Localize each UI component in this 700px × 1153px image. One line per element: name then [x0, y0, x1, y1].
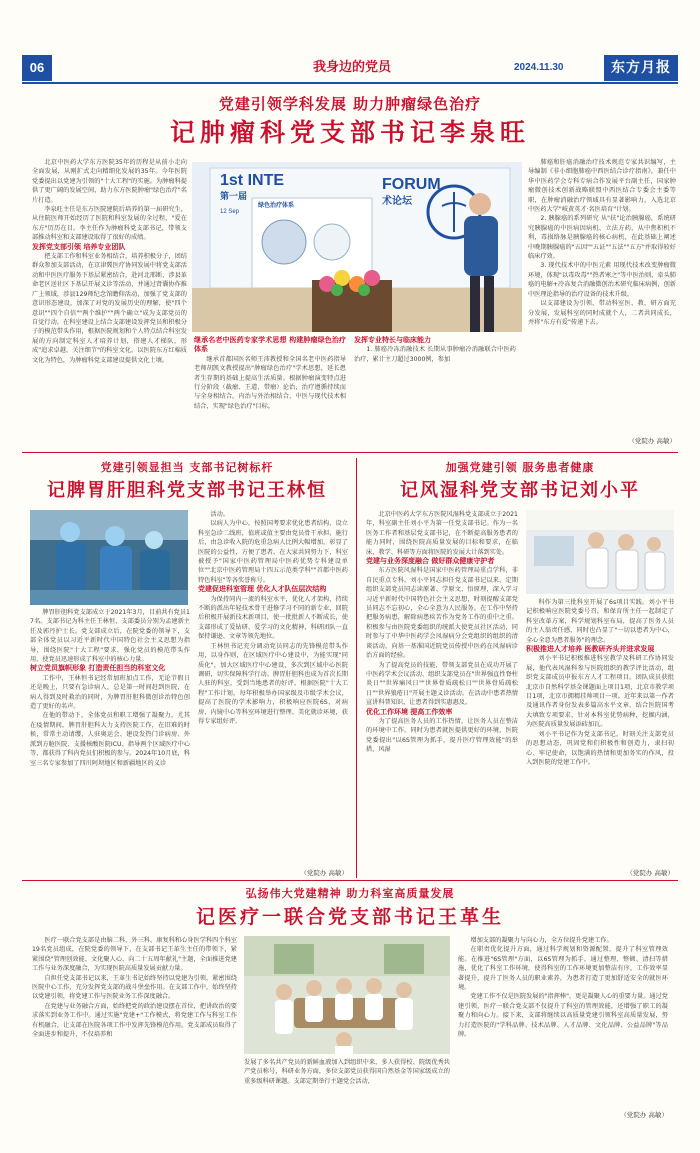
paragraph: 在他的带动下，全体党员和职工增强了凝聚力，尤其在疫情期间，脾胃肝胆科大力支持医院工作，在旧难的时候，常常主动请缨，人驻奥运会、建设发热门诊病房、外派到方舱医院、支援核酸医院ICU、指导两个区域医疗中心等，都获得了科内党员们积极的参与。2024年10月底，科室三名专家参加了四川阿坝地区和新疆地区的义诊	[30, 712, 190, 767]
subheading: 积极推进人才培养 医教研齐头并进求发展	[526, 645, 655, 654]
paragraph: 自担任党支部书记以来，王革生书记始终坚持以党建为引领，紧密围绕医院中心工作，充分发挥党支部的战斗堡垒作用。在支部工作中，始终坚持以党建引领，将党建工作与医院业务工作深度融合。	[32, 974, 237, 1001]
paragraph: 以病人为中心，按照国考要求优化患者结构，设立科室急诊二线班，值班或值主要由党员骨干承担，施行后，由急诊收入院的危重急病人比例大幅增加，彰显了医院的公益性，方便了患者。在大家共同努力下，科室被授予"国家中医药管理局中医药优势专科建设单位""北京中医药管理局十四五示范类学科""首都中医药特色科室"等各奖誉称号。	[198, 520, 348, 584]
story1-column-2	[194, 336, 346, 446]
paragraph: 活动。	[210, 511, 229, 518]
column-title: 我身边的党员	[312, 60, 391, 75]
paragraph: 3. 现代技术中的中医元素 用现代技术改变肿瘤微环境，体现"以毒攻毒""热者寒之"等中医治则，牵头肺癌的电解+冷冻复合消融微创治术研究临床病例，创新中医理论指导的治疗设备的技术升级。	[528, 262, 676, 298]
paragraph: 李泉旺主任是东方医院建院后培养的第一届研究生，从住院医师开始经历了医院和科室发展的全过程，"爱在东方"历历在目。李主任作为肿瘤科党支部书记，带领支部推动科室和支部建设取得了很好的成绩。	[32, 206, 187, 242]
subheading: 树立党员旗帜形象 打造责任担当的科室文化	[30, 664, 166, 673]
paper-name: 东方月报	[604, 55, 678, 81]
paragraph: 工作中，王林恒书记经常加班加点工作，无论节假日还是晚上，只要有急诊病人，总是第一时间赶到医院，在病人得到及时救治的同时，为脾胃肝胆科微创诊治特色创造了更好的名声。	[30, 674, 190, 711]
subheading: 发挥专业特长与临床能力	[354, 336, 431, 344]
banner-date: 12 Sep	[220, 209, 240, 215]
story1-credit: （党院办 高敏）	[628, 437, 676, 445]
story2-column-1	[30, 608, 190, 870]
story4-photo-art	[244, 936, 450, 1054]
story4-headline: 记医疗一联合党支部书记王革生	[195, 906, 504, 928]
story3-photo-art	[526, 510, 674, 594]
story1-photo	[192, 162, 522, 332]
page-number: 06	[22, 55, 52, 81]
story4-column-1	[32, 936, 237, 1122]
story4-column-2	[244, 1058, 450, 1122]
paragraph: 医疗一联合党支部是由脑二科、外三科、康复科和心身医学科四个科室19名党员组成，在院党委的领导下，在支部书记王革生主任的带领下，紧紧围绕"管理创效能、文化聚人心、向二十五周年献礼"主题，全面推进党建工作与业务深度融合，为实现医院高质量发展贡献力量。	[32, 937, 237, 973]
story3-column-1	[366, 510, 518, 866]
section-divider	[22, 880, 678, 881]
paragraph: 为了提高党员的技能，带领支部党员在成功开展了中医药学术会议活动、组织支部党员在"世界强直性脊柱炎日""世界痛风日""世界骨质疏松日""世界骨质疏松日""世界狼疮日"开展主题义诊活动。在活动中患者热情宣讲科普知识，让患者得到实惠惠及。	[366, 661, 518, 707]
banner-text-large: 1st INTE	[220, 172, 285, 189]
slide-title: 绿色治疗体系	[258, 202, 295, 209]
story1-column-1	[32, 158, 187, 444]
subheading: 发挥党支部引领 培养专业团队	[32, 242, 126, 251]
story3-credit: （党院办 高敏）	[626, 869, 674, 877]
paragraph: 在职责优化提升方面，通过科学规划和资源配置，提升了科室管理效能。在推进"6S管理"方面，以6S管理为抓手，通过整理、整顿、清扫等措施，优化了科室工作环境，使得科室的工作环境更加整洁有序，工作效率显著提升，提升了医务人员的职业素养，为患者打造了更加舒适安全的就医环境。	[458, 946, 668, 992]
paragraph: 北京中医药大学东方医院风湿科党支部成立于2021年，科室副主任刘小平为第一任党支部书记。作为一名医务工作者和基层党支部书记，在不断提高服务患者的能力同时，围绕医院高质量发展的目标和要求，在临床、教学、科研等方面将医院的发展大计落到实处。	[366, 511, 518, 556]
story-wang-gesheng	[22, 884, 678, 1124]
story2-column-2	[198, 510, 348, 866]
paragraph: 把支部工作和科室业务相结合，培养积极分子，团结群众参加支部活动，在京津冀医疗协同发展中将党支部活动和中医医疗服务下基层紧密结合，赴河北邢断、涉县革命老区送社区下基层开展义诊等活动，并通过肾囊协作推广上领域，涉县129师纪念馆瞻仰活动，加强了党支部的意识形态建设，加深了对党的发展历史的理解，使"四个意识""四个自信""两个维护""两个确立"成为支部党员的自觉行动。在科室建设上结合支部建设发挥党员和积极分子的模范带头作用，根据医院规划和个人特点结合科室发展的方向制定科室人才培养计划，搭建人才梯队，形成"追求卓越，关注细节"的科室文化，以医院东方红棉质文化为特色，为肿瘤科党支部建设提供文化土壤。	[32, 253, 187, 364]
story2-kicker: 党建引领显担当 支部书记树标杆	[100, 461, 274, 474]
paragraph: 北京中医药大学东方医院35年的历程是从前小走向全面发展，从刚扩式走向精细化发展的35年。今年医院党委提出以党建为引领的"十大工程"的实施。为肿瘤科提供了更广阔的发展空间，助力东方医院肿瘤"绿色治疗"名片打造。	[32, 159, 187, 204]
story4-column-3	[458, 936, 668, 1106]
story-lee-quanwang	[22, 90, 678, 450]
story2-photo-art	[30, 510, 188, 605]
story-wang-linheng	[22, 458, 352, 878]
paragraph: 为了提高医务人员的工作热情，让医务人员在整洁的环境中工作，同时为患者就医提供更好的环境，医院党委提出"以6S管理为抓手，提升医疗管理效能"的举措，风湿	[366, 717, 518, 754]
paragraph: 刘小平书记积极推进科室教学及科研工作协同发展，他代表风湿科参与医院组织的教学评比活动，组织党支部成员申报东方人才工程项目。团队成员获批北京市自然科学基金课题面上项目1项，北京市教学项目1项，北京市拥精挂帅项目一项。近年来以第一作者及通讯作者身份发表多篇高水平文章，结合医院国考大填致专项要求，针对本科室优势病种，挖掘内涵，为医院高质量发展添砖加瓦。	[526, 655, 674, 729]
paragraph: 以支部建设为引领，带动科室医、教、研方面充分发展，发展科室的同时成就个人，二者共同成长，并将"东方有爱"传递下去。	[528, 300, 676, 326]
subheading: 继承名老中医药专家学术思想 构建肿瘤绿色治疗体系	[194, 336, 346, 354]
story3-column-2	[526, 598, 674, 866]
story3-photo	[526, 510, 674, 594]
paragraph: 发展了多名共产党员的新鲜血液加入到组织中来，多人获得校、院级优秀共产党员称号，科研业务方面，多位支部党员获得国自然基金等国家级成立的重多级科研课题。支部定期举行主题党会活动，	[244, 1059, 450, 1085]
paragraph: 为保持同内一流的科室水平，优化人才架构，持续不断的派出年轻技术骨干进修学习不同的新专业，回院后积极开展新技术新项目，使一批批新人不断成长，使支部形成了爱钻研、爱学习的文化精神，科研团队一直保持谦逊、文章等领先地位。	[198, 595, 348, 641]
story2-headline: 记脾胃肝胆科党支部书记王林恒	[47, 480, 327, 501]
column-divider	[356, 458, 357, 878]
page-header	[22, 55, 678, 83]
story1-column-3	[354, 336, 516, 446]
subheading: 党建与业务深度融合 做好群众健康守护者	[366, 557, 495, 566]
paragraph: 科作为第三批科室开展了6s项目实践。刘小平书记积极响应医院党委号召，和保育所主任一起制定了科室改革方案，科学规划科室布局，提高了医务人员的主人翁责任感，同时也凸显了"一切以患者为中心，全心全意为患者服务"的理念。	[526, 599, 674, 644]
banner-forum: FORUM	[382, 176, 441, 193]
subheading: 优化工作环境 提高工作效率	[366, 707, 453, 716]
paragraph: 继承首都国医名师王沛教授和全国名老中医药指导老师胡凯文教授提出"肿瘤绿色治疗"学术思想，延长患者生存期的基础上提高生活质量。根据肿瘤演变特点进行分阶段（截瘤、王道、带瘤）论治，治疗遵循持续而与全身相结合，内治与外治相结合，中医与现代技术相结合，实现"绿色治疗"目标。	[194, 355, 346, 410]
paragraph: 肺癌和肝癌消融治疗技术规范专家共识编写，主导编制《非小细胞肺癌中西医结合诊疗指南》，兼任中华中医药学会专科专病合作发展平台副主任，国家肿瘤微创技术创新战略联盟中西医结合专委会主委等职，在肿瘤消融治疗领域具有显著影响力，入选北京中医药大学"岐黄英才·名医培育"计划。	[528, 159, 676, 214]
paragraph: 王林恒书记充分调动党员同志的先锋模范带头作用，以身作则，在区域医疗中心建设中，为能实现"同质化"，加大区域医疗中心建设，多次到区域中心医院调研，切实保障科学行动。脾胃肝胆科也成为首次长期人驻的科室，受到当地患者的好评。根据医院"十大工程"工作计划，每年积极举办国家级及市级学术会议，提高了医院的学术影响力，积极响应医院6S，对病房、内镜中心等科室环境进行整理、美化就诊环境，获得专家组好评。	[198, 642, 348, 725]
story1-kicker: 党建引领学科发展 助力肿瘤绿色治疗	[218, 95, 482, 113]
paragraph: 党建工作不仅是医院发展的"指挥棒"，更是凝聚人心的重要力量。通过党建引领，医疗一联合党支部不仅提升了科室的管理效能，还增强了职工的凝聚力和向心力。接下来，支部将继续以高质量党建引领科室高质量发展，努力打造医院的"学科品牌、技术品牌、人才品牌、文化品牌、公益品牌"等品牌。	[458, 993, 668, 1039]
subheading: 党建促进科室管理 优化人才队伍层次结构	[198, 585, 327, 594]
story3-headline: 记风湿科党支部书记刘小平	[400, 480, 640, 501]
story4-photo	[244, 936, 450, 1054]
paragraph: 1. 肺癌冷冻消融技术 长期从事肿瘤冷消融联合中医药治疗，累计主刀超过3000例，参加	[354, 346, 516, 363]
banner-text-cn: 第一届	[220, 192, 248, 202]
story4-credit: （党院办 高敏）	[620, 1111, 668, 1119]
issue-date: 2024.11.30	[514, 62, 564, 73]
paragraph: 脾胃肝胆科党支部成立于2021年3月，目前共有党员17名。支部书记为科主任王林恒，支部委员分别为孟建新主任及郭丹护士长。党支部成立后，在院党委的领导下，支部全体党员以习近平新时代中国特色社会主义思想为指导，围绕医院"十大工程"要求，强化党员的模范带头作用，使党员迅速形成了科室中的核心力量。	[30, 609, 190, 664]
story2-photo	[30, 510, 188, 605]
paragraph: 东方医院风湿科是国家中医药管理局重点学科，非自民重点专科。刘小平同志担任党支部书记以来，定期组织支部党员同志读原著、学原文、悟原理，深入学习习近平新时代中国特色社会主义思想，时刻提醒支部党员同志不忘初心，全心全意为人民服务。在工作中坚持把服务病患，解除病患疾苦作为党务工作的重中之重。积极参与由医院党委组织的统派大使党员社区活动，同时参与了中华中医药学会风湿病分会党组织的组织的清谈活动，向基一基准国近院党员传授中医药在风湿病诊治方面的经验。	[366, 567, 518, 660]
paragraph: 2. 胰腺癌的系列研究 从"扶"论治胰腺癌，系统研究胰腺癌的中医病因病机、立法方药，从中焦积机不利，毒损络脉是胰腺癌的核心病机，在此基础上阐述中晚期胰腺癌的"五因""五证""五法""五方"并取得较好临床疗效。	[528, 215, 676, 261]
section-divider	[22, 452, 678, 453]
story3-kicker: 加强党建引领 服务患者健康	[445, 461, 595, 474]
story2-credit: （党院办 高敏）	[300, 869, 348, 877]
story4-kicker: 弘扬伟大党建精神 助力科室高质量发展	[245, 887, 455, 900]
banner-forum-cn: 术论坛	[382, 196, 412, 207]
story-liu-xiaoping	[362, 458, 678, 878]
paragraph: 增加支部的凝聚力与向心力，全方位提升党建工作。	[470, 937, 613, 944]
paragraph: 刘小平书记作为党支部书记，时刻关注支部党员的思想动态，巩固党和们积极性和创造力，隶扫初心、牢记使命，以饱满的热情和更加务实的作风，投入到医院的党建工作中。	[526, 730, 674, 766]
story1-headline: 记肿瘤科党支部书记李泉旺	[169, 118, 530, 147]
paragraph: 在党建与业务融合方面，始终把党的政治建设摆在首位，把讲政治的要求落实到业务工作中。通过实施"党建+"工作模式，将党建工作与科室工作有机融合，让支部在医院各项工作中发挥先锋模范作用。党支部成员取得了全面进步和提升，不仅培养和	[32, 1002, 237, 1039]
header-rule	[22, 82, 678, 84]
story1-column-4	[528, 158, 676, 434]
